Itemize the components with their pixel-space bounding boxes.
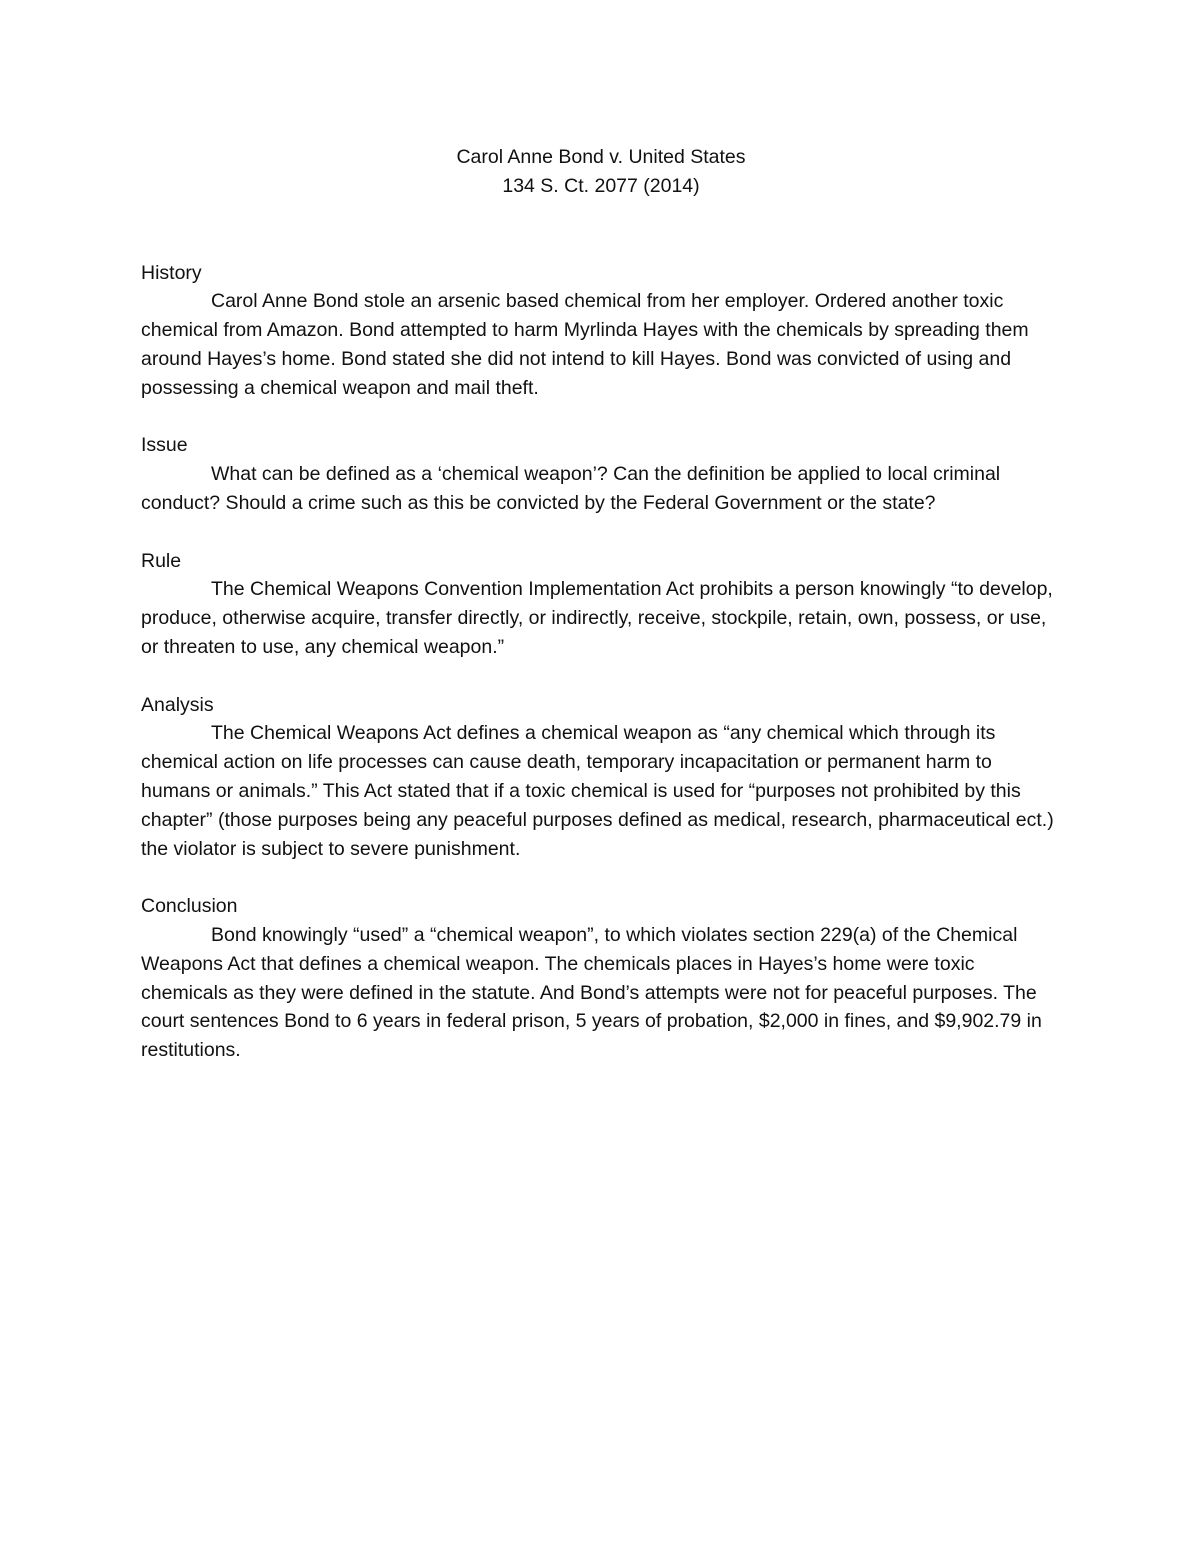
section-body: Carol Anne Bond stole an arsenic based chemical from her employer. Ordered another toxic chemical from Amazon. Bond attempted to harm Myrlinda Hayes with the chemicals by spreading them around Hayes’s home. Bond stated she did not intend to kill Hayes. Bond was convicted of using and possessing a chemical weapon and mail theft. — [141, 290, 1029, 399]
section-issue — [141, 431, 1061, 517]
section-analysis — [141, 691, 1061, 864]
section-heading: Rule — [141, 549, 182, 572]
section-history — [141, 259, 1061, 403]
title-block — [141, 143, 1061, 201]
section-rule — [141, 547, 1061, 662]
section-body: What can be defined as a ‘chemical weapon’? Can the definition be applied to local criminal conduct? Should a crime such as this be convicted by the Federal Government or the state? — [141, 463, 1001, 514]
document-body — [141, 143, 1061, 1094]
section-body: The Chemical Weapons Act defines a chemical weapon as “any chemical which through its chemical action on life processes can cause death, temporary incapacitation or permanent harm to humans or animals.” This Act stated that if a toxic chemical is used for “purposes not prohibited by this chapter” (those purposes being any peaceful purposes defined as medical, research, pharmaceutical ect.) the violator is subject to severe punishment. — [141, 722, 1054, 860]
section-heading: Analysis — [141, 693, 214, 716]
section-conclusion — [141, 892, 1061, 1065]
section-body: Bond knowingly “used” a “chemical weapon”, to which violates section 229(a) of the Chemical Weapons Act that defines a chemical weapon. The chemicals places in Hayes’s home were toxic chemicals as they were defined in the statute. And Bond’s attempts were not for peaceful purposes. The court sentences Bond to 6 years in federal prison, 5 years of probation, $2,000 in fines, and $9,902.79 in restitutions. — [141, 923, 1042, 1062]
case-citation: 134 S. Ct. 2077 (2014) — [502, 174, 700, 197]
section-heading: History — [141, 261, 202, 284]
case-title: Carol Anne Bond v. United States — [456, 146, 746, 168]
section-body: The Chemical Weapons Convention Implementation Act prohibits a person knowingly “to develop, produce, otherwise acquire, transfer directly, or indirectly, receive, stockpile, retain, own, possess, or use, or threaten to use, any chemical weapon.” — [141, 578, 1053, 658]
section-heading: Issue — [141, 434, 188, 457]
section-heading: Conclusion — [141, 895, 238, 918]
